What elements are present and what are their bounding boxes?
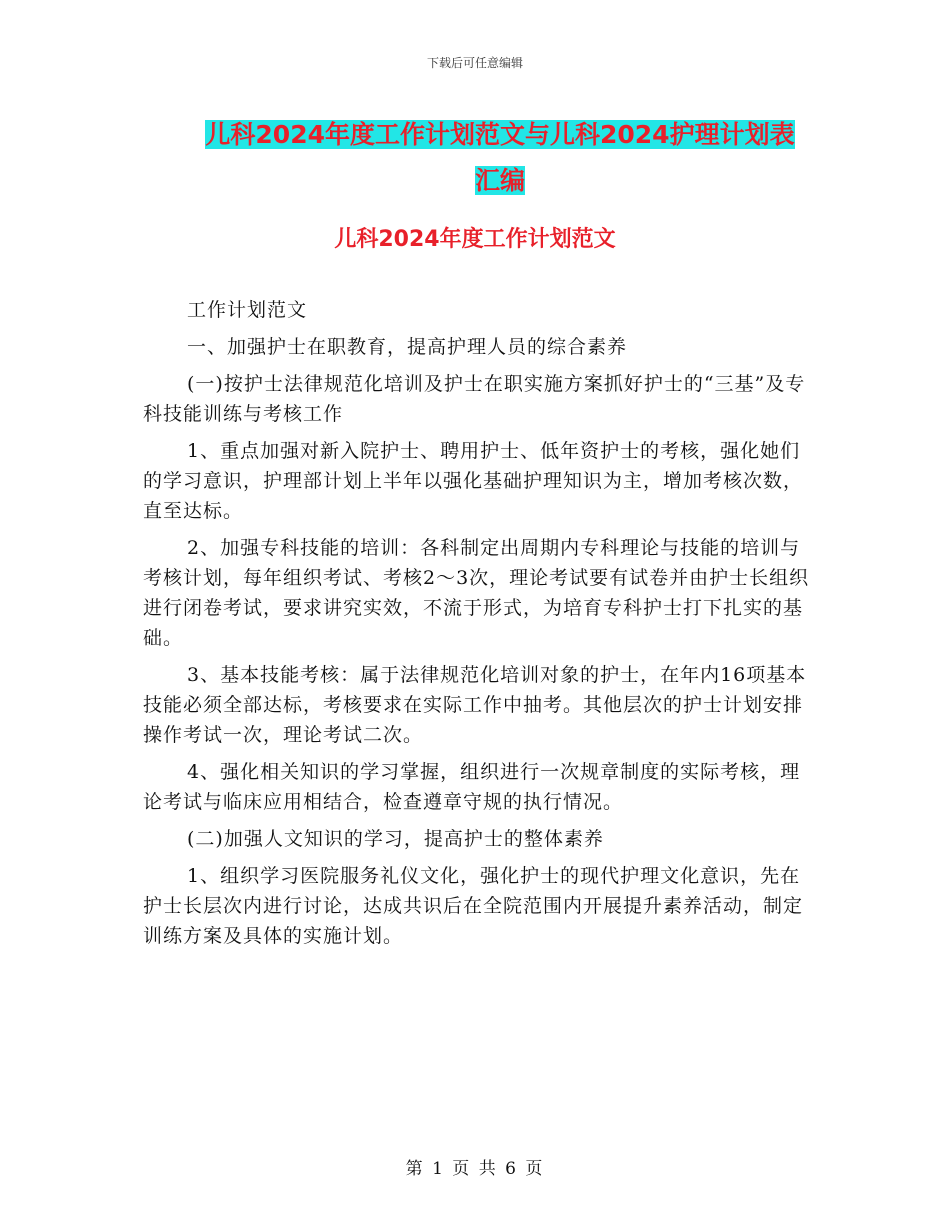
- document-title-line1: 儿科2024年度工作计划范文与儿科2024护理计划表: [205, 120, 795, 149]
- paragraph: 工作计划范文: [187, 299, 308, 321]
- paragraph: 2、加强专科技能的培训：各科制定出周期内专科理论与技能的培训与考核计划，每年组织考试、考核2～3次，理论考试要有试卷并由护士长组织进行闭卷考试，要求讲究实效，不流于形式，为培育专科护士打下扎实的基础。: [143, 537, 810, 649]
- paragraph: (一)按护士法律规范化培训及护士在职实施方案抓好护士的“三基”及专科技能训练与考核工作: [143, 373, 806, 425]
- document-title: [180, 112, 820, 204]
- paragraph: 1、重点加强对新入院护士、聘用护士、低年资护士的考核，强化她们的学习意识，护理部计划上半年以强化基础护理知识为主，增加考核次数，直至达标。: [143, 440, 804, 522]
- paragraph: 1、组织学习医院服务礼仪文化，强化护士的现代护理文化意识，先在护士长层次内进行讨论，达成共识后在全院范围内开展提升素养活动，制定训练方案及具体的实施计划。: [143, 865, 804, 947]
- paragraph: (二)加强人文知识的学习，提高护士的整体素养: [187, 828, 604, 850]
- section-title: 儿科2024年度工作计划范文: [334, 227, 616, 252]
- paragraph: 3、基本技能考核：属于法律规范化培训对象的护士，在年内16项基本技能必须全部达标，考核要求在实际工作中抽考。其他层次的护士计划安排操作考试一次，理论考试二次。: [143, 664, 807, 746]
- body-content: [143, 295, 815, 958]
- page-number-footer: 第 1 页 共 6 页: [405, 1159, 545, 1179]
- document-title-line2: 汇编: [474, 166, 525, 195]
- header-note: 下载后可任意编辑: [426, 56, 523, 70]
- paragraph: 4、强化相关知识的学习掌握，组织进行一次规章制度的实际考核，理论考试与临床应用相结合，检查遵章守规的执行情况。: [143, 761, 801, 813]
- paragraph: 一、加强护士在职教育，提高护理人员的综合素养: [187, 336, 628, 358]
